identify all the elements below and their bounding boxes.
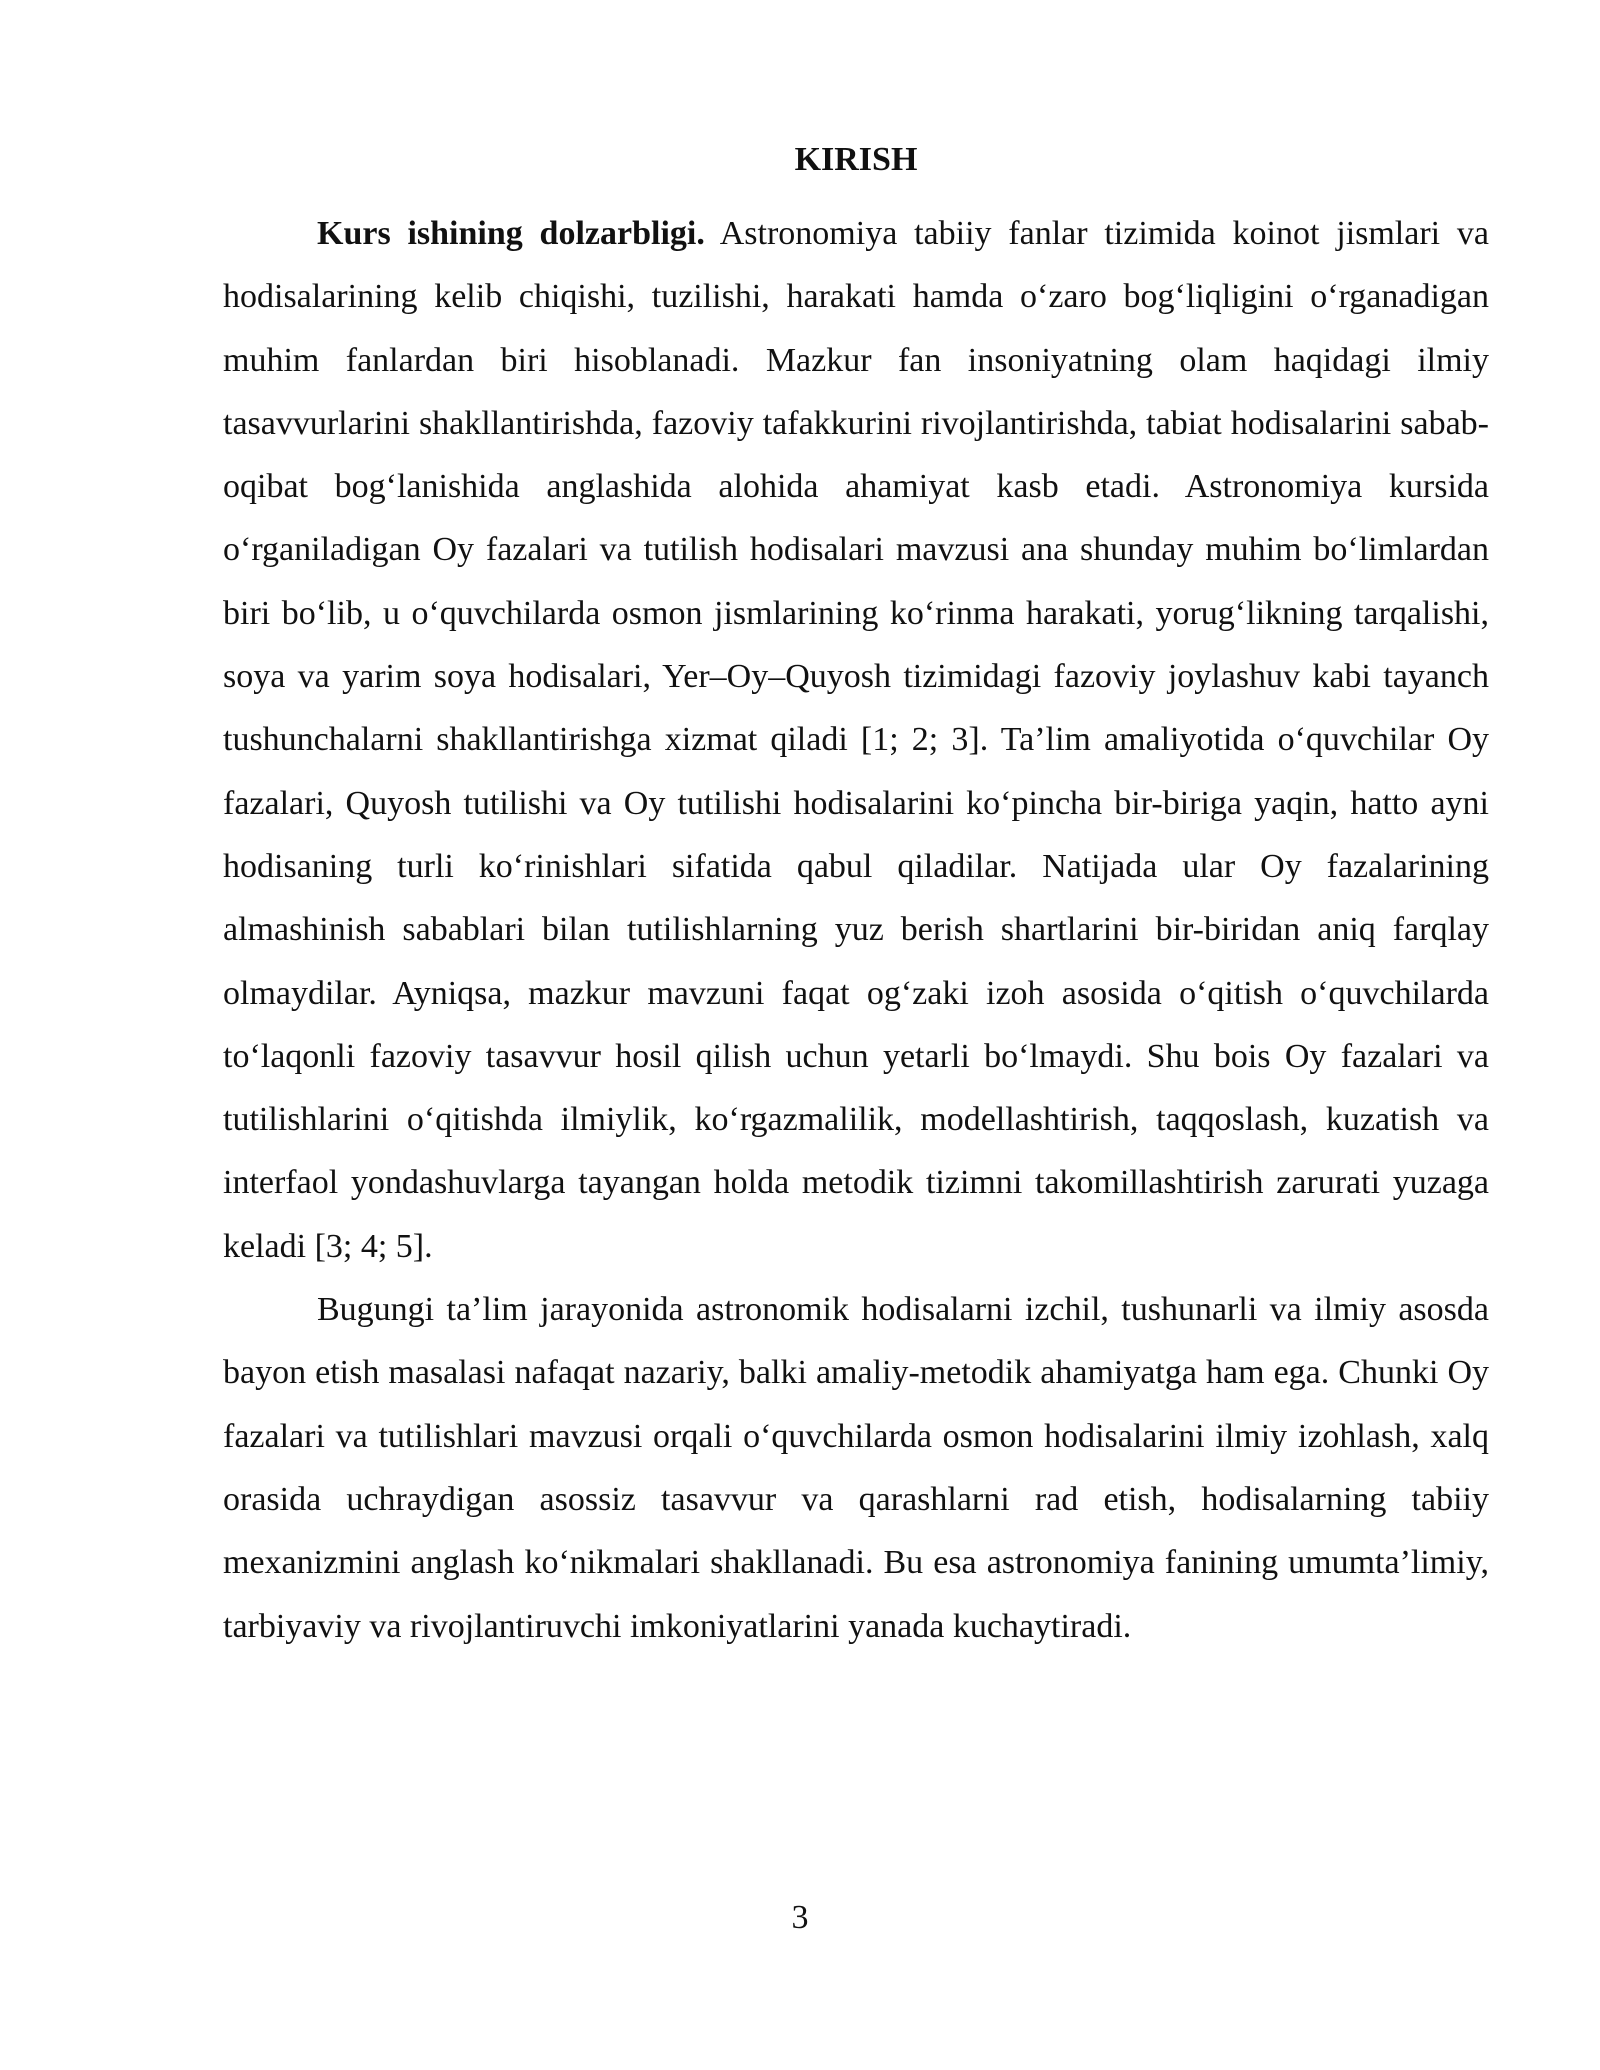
page-number: 3 — [791, 1899, 809, 1936]
paragraph-lead-heading: Kurs ishining dolzarbligi. — [317, 215, 705, 252]
paragraph-body-text: Astronomiya tabiiy fanlar tizimida koinot jismlari va hodisalarining kelib chiqishi, tuzilishi, harakati hamda o‘zaro bog‘liqligini o‘rganadigan muhim fanlardan biri hisoblanadi. Mazkur fan insoniyatning olam haqidagi ilmiy tasavvurlarini shakllantirishda, fazoviy tafakkurini rivojlantirishda, tabiat hodisalarini sabab-oqibat bog‘lanishida anglashida alohida ahamiyat kasb etadi. Astronomiya kursida o‘rganiladigan Oy fazalari va tutilish hodisalari mavzusi ana shunday muhim bo‘limlardan biri bo‘lib, u o‘quvchilarda osmon jismlarining ko‘rinma harakati, yorug‘likning tarqalishi, soya va yarim soya hodisalari, Yer–Oy–Quyosh tizimidagi fazoviy joylashuv kabi tayanch tushunchalarni shakllantirishga xizmat qiladi [1; 2; 3]. Ta’lim amaliyotida o‘quvchilar Oy fazalari, Quyosh tutilishi va Oy tutilishi hodisalarini ko‘pincha bir-biriga yaqin, hatto ayni hodisaning turli ko‘rinishlari sifatida qabul qiladilar. Natijada ular Oy fazalarining almashinish sabablari bilan tutilishlarning yuz berish shartlarini bir-biridan aniq farqlay olmaydilar. Ayniqsa, mazkur mavzuni faqat og‘zaki izoh asosida o‘qitish o‘quvchilarda to‘laqonli fazoviy tasavvur hosil qilish uchun yetarli bo‘lmaydi. Shu bois Oy fazalari va tutilishlarini o‘qitishda ilmiylik, ko‘rgazmalilik, modellashtirish, taqqoslash, kuzatish va interfaol yondashuvlarga tayangan holda metodik tizimni takomillashtirish zarurati yuzaga keladi [3; 4; 5]. — [223, 215, 1489, 1265]
page-content — [223, 140, 1489, 1658]
paragraph-body-text: Bugungi ta’lim jarayonida astronomik hodisalarni izchil, tushunarli va ilmiy asosda bayon etish masalasi nafaqat nazariy, balki amaliy-metodik ahamiyatga ham ega. Chunki Oy fazalari va tutilishlari mavzusi orqali o‘quvchilarda osmon hodisalarini ilmiy izohlash, xalq orasida uchraydigan asossiz tasavvur va qarashlarni rad etish, hodisalarning tabiiy mexanizmini anglash ko‘nikmalari shakllanadi. Bu esa astronomiya fanining umumta’limiy, tarbiyaviy va rivojlantiruvchi imkoniyatlarini yanada kuchaytiradi. — [223, 1291, 1489, 1645]
paragraph-relevance — [223, 202, 1489, 1278]
section-title: KIRISH — [794, 141, 918, 178]
paragraph-education-process — [223, 1278, 1489, 1658]
